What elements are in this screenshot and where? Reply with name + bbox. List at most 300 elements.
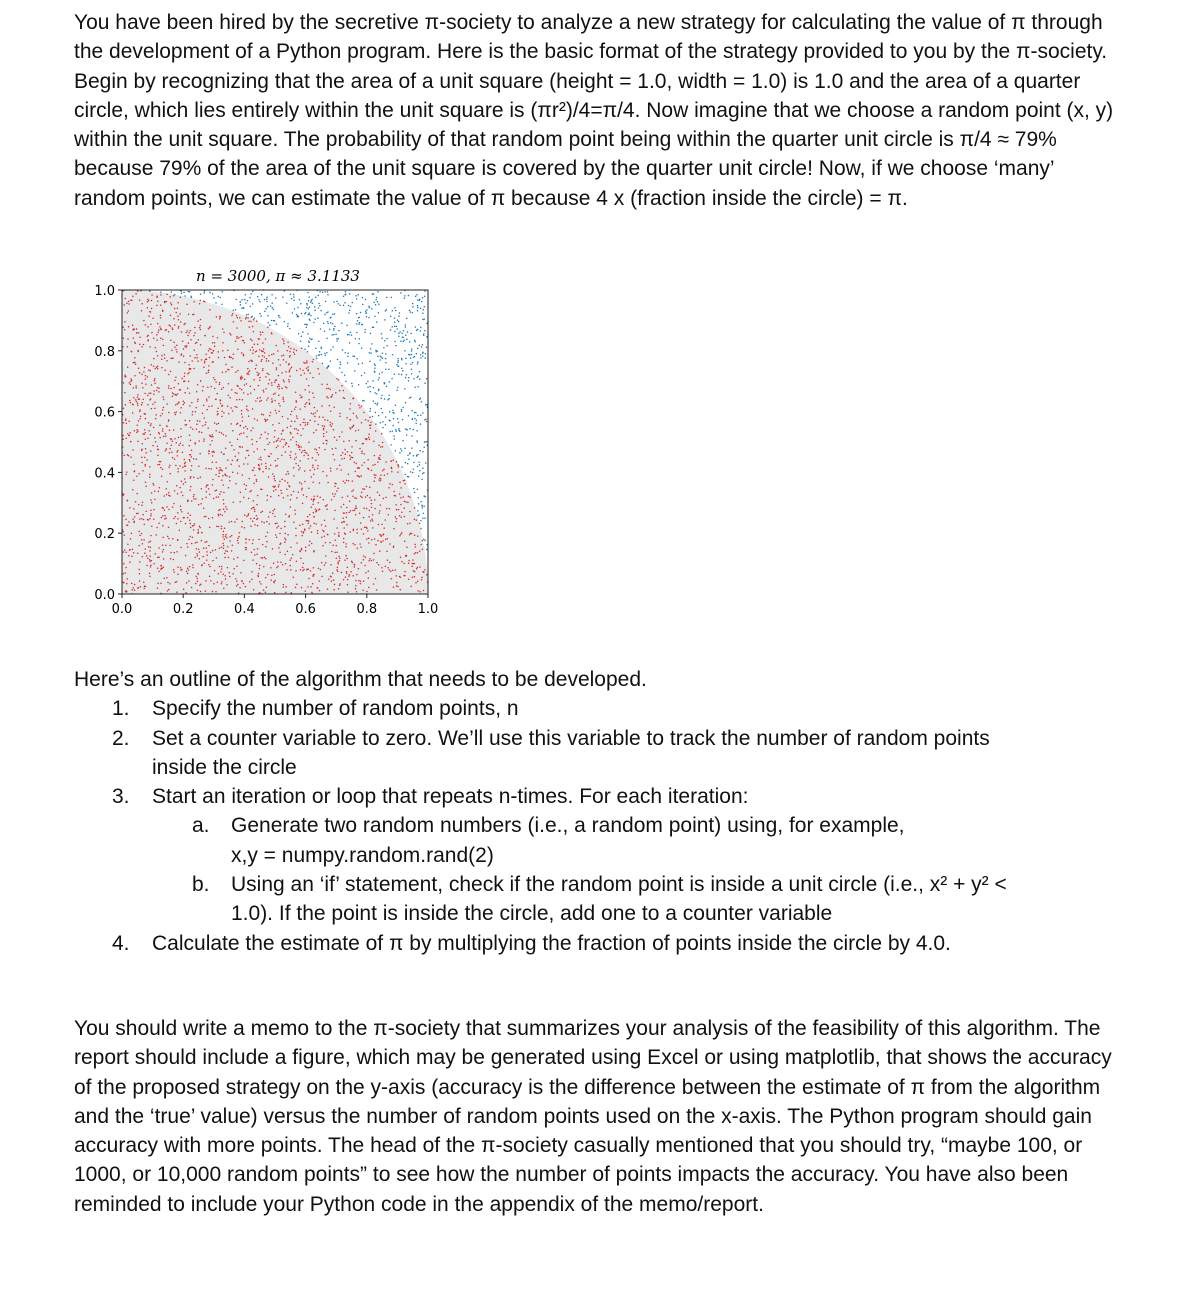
point-outside	[282, 296, 284, 298]
point-inside	[187, 499, 189, 501]
point-outside	[390, 315, 392, 317]
point-inside	[325, 542, 327, 544]
point-inside	[302, 428, 304, 430]
point-inside	[331, 551, 333, 553]
point-inside	[410, 586, 412, 588]
point-outside	[315, 297, 317, 299]
point-outside	[414, 418, 416, 420]
point-inside	[191, 543, 193, 545]
point-inside	[197, 398, 199, 400]
point-inside	[281, 438, 283, 440]
point-inside	[356, 591, 358, 593]
point-inside	[243, 355, 245, 357]
point-inside	[309, 372, 311, 374]
point-inside	[302, 562, 304, 564]
point-inside	[157, 567, 159, 569]
point-inside	[161, 329, 163, 331]
point-outside	[374, 392, 376, 394]
point-inside	[208, 372, 210, 374]
point-inside	[387, 538, 389, 540]
point-inside	[346, 512, 348, 514]
point-inside	[218, 470, 220, 472]
point-inside	[295, 535, 297, 537]
point-inside	[140, 586, 142, 588]
point-inside	[266, 399, 268, 401]
point-outside	[318, 307, 320, 309]
point-inside	[260, 512, 262, 514]
point-outside	[423, 447, 425, 449]
point-inside	[222, 543, 224, 545]
point-outside	[297, 315, 299, 317]
point-inside	[130, 378, 132, 380]
point-outside	[235, 309, 237, 311]
point-inside	[188, 342, 190, 344]
point-outside	[422, 451, 424, 453]
point-inside	[191, 450, 193, 452]
point-outside	[349, 342, 351, 344]
point-inside	[308, 487, 310, 489]
point-inside	[272, 510, 274, 512]
point-inside	[159, 326, 161, 328]
point-inside	[261, 413, 263, 415]
point-inside	[304, 528, 306, 530]
point-inside	[391, 578, 393, 580]
point-outside	[409, 309, 411, 311]
point-inside	[401, 561, 403, 563]
point-inside	[313, 474, 315, 476]
point-inside	[185, 347, 187, 349]
point-outside	[408, 377, 410, 379]
point-inside	[372, 527, 374, 529]
point-outside	[370, 391, 372, 393]
point-inside	[368, 577, 370, 579]
point-inside	[177, 539, 179, 541]
point-inside	[269, 379, 271, 381]
point-inside	[359, 407, 361, 409]
point-inside	[256, 350, 258, 352]
point-outside	[292, 312, 294, 314]
point-outside	[247, 300, 249, 302]
point-inside	[389, 508, 391, 510]
point-inside	[126, 583, 128, 585]
point-inside	[212, 560, 214, 562]
point-outside	[419, 450, 421, 452]
point-inside	[199, 421, 201, 423]
point-inside	[199, 453, 201, 455]
point-inside	[282, 398, 284, 400]
point-inside	[248, 371, 250, 373]
point-outside	[417, 305, 419, 307]
point-outside	[358, 343, 360, 345]
point-inside	[339, 415, 341, 417]
point-inside	[162, 338, 164, 340]
point-outside	[261, 294, 263, 296]
point-inside	[302, 450, 304, 452]
point-outside	[404, 350, 406, 352]
point-inside	[300, 375, 302, 377]
point-inside	[285, 513, 287, 515]
point-inside	[305, 403, 307, 405]
point-inside	[153, 484, 155, 486]
point-inside	[408, 560, 410, 562]
step-text-line: Using an ‘if’ statement, check if the random point is inside a unit circle (i.e., x² + y² <	[231, 873, 1007, 897]
point-outside	[352, 302, 354, 304]
point-inside	[324, 449, 326, 451]
point-inside	[149, 561, 151, 563]
point-inside	[252, 443, 254, 445]
point-inside	[150, 565, 152, 567]
point-inside	[223, 499, 225, 501]
point-inside	[284, 526, 286, 528]
point-inside	[334, 486, 336, 488]
point-outside	[411, 348, 413, 350]
point-inside	[215, 591, 217, 593]
point-inside	[356, 574, 358, 576]
point-outside	[394, 317, 396, 319]
point-inside	[226, 584, 228, 586]
point-inside	[150, 499, 152, 501]
point-inside	[175, 349, 177, 351]
point-outside	[246, 314, 248, 316]
point-inside	[305, 424, 307, 426]
point-outside	[397, 360, 399, 362]
point-inside	[157, 368, 159, 370]
point-inside	[233, 321, 235, 323]
point-outside	[355, 295, 357, 297]
point-outside	[368, 305, 370, 307]
point-inside	[281, 433, 283, 435]
point-inside	[231, 445, 233, 447]
point-inside	[219, 431, 221, 433]
point-outside	[250, 293, 252, 295]
point-inside	[184, 345, 186, 347]
point-inside	[412, 577, 414, 579]
point-inside	[330, 396, 332, 398]
point-inside	[287, 342, 289, 344]
point-inside	[132, 296, 134, 298]
point-inside	[225, 534, 227, 536]
point-inside	[291, 557, 293, 559]
point-inside	[253, 589, 255, 591]
point-inside	[250, 430, 252, 432]
point-inside	[283, 379, 285, 381]
point-inside	[199, 327, 201, 329]
point-inside	[315, 429, 317, 431]
point-inside	[336, 490, 338, 492]
point-inside	[172, 357, 174, 359]
point-inside	[237, 540, 239, 542]
point-inside	[408, 579, 410, 581]
point-inside	[212, 342, 214, 344]
point-inside	[223, 545, 225, 547]
point-outside	[309, 338, 311, 340]
point-inside	[393, 491, 395, 493]
point-outside	[394, 373, 396, 375]
point-inside	[252, 543, 254, 545]
point-inside	[281, 372, 283, 374]
point-inside	[417, 535, 419, 537]
point-outside	[385, 424, 387, 426]
point-outside	[188, 291, 190, 293]
point-inside	[190, 469, 192, 471]
point-outside	[395, 310, 397, 312]
point-inside	[238, 452, 240, 454]
point-inside	[274, 508, 276, 510]
point-inside	[341, 431, 343, 433]
point-inside	[352, 510, 354, 512]
point-outside	[203, 292, 205, 294]
point-inside	[305, 550, 307, 552]
point-outside	[415, 412, 417, 414]
point-inside	[253, 467, 255, 469]
point-outside	[396, 328, 398, 330]
point-inside	[298, 445, 300, 447]
point-outside	[411, 354, 413, 356]
point-outside	[421, 346, 423, 348]
point-inside	[270, 567, 272, 569]
point-inside	[363, 559, 365, 561]
point-inside	[191, 360, 193, 362]
point-inside	[414, 534, 416, 536]
point-inside	[348, 480, 350, 482]
point-inside	[417, 567, 419, 569]
point-inside	[339, 583, 341, 585]
point-outside	[333, 328, 335, 330]
point-inside	[227, 369, 229, 371]
point-inside	[273, 441, 275, 443]
point-inside	[222, 350, 224, 352]
point-outside	[376, 404, 378, 406]
point-outside	[414, 386, 416, 388]
point-inside	[358, 405, 360, 407]
point-inside	[169, 495, 171, 497]
point-outside	[334, 326, 336, 328]
point-inside	[336, 545, 338, 547]
point-inside	[246, 383, 248, 385]
point-inside	[324, 520, 326, 522]
point-inside	[369, 558, 371, 560]
point-outside	[306, 324, 308, 326]
point-inside	[343, 542, 345, 544]
point-inside	[180, 321, 182, 323]
point-outside	[382, 357, 384, 359]
chart-title: n = 3000, π ≈ 3.1133	[196, 267, 360, 285]
point-outside	[420, 501, 422, 503]
point-inside	[358, 580, 360, 582]
point-inside	[295, 570, 297, 572]
point-inside	[405, 501, 407, 503]
point-outside	[405, 334, 407, 336]
point-inside	[230, 463, 232, 465]
point-outside	[361, 324, 363, 326]
point-inside	[151, 308, 153, 310]
point-inside	[127, 544, 128, 546]
point-inside	[293, 522, 295, 524]
point-inside	[168, 509, 170, 511]
point-inside	[252, 559, 254, 561]
point-outside	[402, 419, 404, 421]
point-inside	[162, 551, 164, 553]
point-inside	[184, 463, 186, 465]
point-inside	[157, 583, 159, 585]
point-inside	[248, 361, 250, 363]
point-inside	[414, 544, 416, 546]
point-outside	[393, 418, 395, 420]
point-outside	[349, 293, 351, 295]
point-inside	[159, 425, 161, 427]
point-inside	[254, 418, 256, 420]
y-tick-label: 0.4	[94, 466, 115, 482]
point-outside	[412, 472, 414, 474]
point-outside	[259, 313, 261, 315]
point-outside	[417, 510, 419, 512]
point-inside	[176, 523, 178, 525]
point-inside	[352, 398, 354, 400]
point-inside	[154, 408, 156, 410]
point-outside	[423, 333, 425, 335]
point-inside	[361, 422, 363, 424]
point-outside	[338, 303, 340, 305]
point-inside	[195, 498, 197, 500]
point-inside	[298, 465, 300, 467]
point-inside	[229, 397, 231, 399]
point-inside	[216, 496, 218, 498]
point-inside	[321, 524, 323, 526]
point-outside	[388, 398, 390, 400]
point-inside	[309, 402, 311, 404]
point-inside	[196, 357, 198, 359]
point-outside	[276, 323, 278, 325]
point-inside	[249, 326, 251, 328]
point-inside	[344, 521, 346, 523]
point-outside	[310, 315, 312, 317]
point-inside	[194, 357, 196, 359]
point-inside	[402, 496, 404, 498]
point-inside	[194, 442, 196, 444]
point-inside	[193, 525, 195, 527]
point-inside	[306, 362, 308, 364]
point-inside	[134, 590, 136, 592]
point-inside	[193, 496, 195, 498]
point-inside	[275, 523, 277, 525]
point-inside	[364, 527, 366, 529]
point-inside	[221, 388, 223, 390]
point-outside	[410, 333, 412, 335]
point-outside	[257, 296, 259, 298]
point-outside	[421, 301, 423, 303]
point-outside	[215, 302, 217, 304]
point-inside	[265, 546, 267, 548]
point-outside	[273, 320, 275, 322]
point-outside	[346, 324, 348, 326]
point-inside	[366, 486, 368, 488]
point-inside	[293, 352, 295, 354]
point-inside	[363, 412, 365, 414]
point-inside	[216, 526, 218, 528]
point-inside	[130, 456, 132, 458]
point-outside	[258, 299, 260, 301]
point-outside	[378, 303, 380, 305]
point-inside	[281, 478, 283, 480]
point-outside	[363, 400, 365, 402]
point-inside	[150, 515, 152, 517]
point-inside	[235, 340, 237, 342]
point-inside	[228, 487, 230, 489]
point-inside	[287, 482, 289, 484]
point-inside	[125, 418, 127, 420]
point-inside	[221, 525, 223, 527]
point-inside	[160, 565, 162, 567]
point-inside	[296, 542, 298, 544]
point-inside	[200, 476, 202, 478]
point-inside	[290, 414, 292, 416]
point-inside	[160, 582, 162, 584]
point-inside	[346, 417, 348, 419]
point-outside	[336, 301, 338, 303]
point-inside	[149, 466, 151, 468]
point-inside	[134, 328, 136, 330]
point-inside	[256, 320, 258, 322]
point-inside	[352, 457, 354, 459]
point-outside	[423, 318, 425, 320]
point-inside	[378, 444, 380, 446]
point-inside	[209, 444, 211, 446]
point-inside	[307, 366, 309, 368]
point-inside	[289, 455, 291, 457]
point-inside	[216, 393, 218, 395]
point-inside	[259, 469, 261, 471]
point-inside	[147, 326, 149, 328]
point-outside	[374, 367, 376, 369]
point-inside	[237, 557, 239, 559]
point-inside	[328, 388, 330, 390]
point-outside	[387, 399, 389, 401]
point-outside	[395, 404, 397, 406]
point-inside	[274, 392, 276, 394]
point-outside	[308, 308, 310, 310]
x-tick-label: 0.2	[172, 602, 194, 617]
point-outside	[416, 353, 418, 355]
point-inside	[278, 394, 280, 396]
point-inside	[223, 587, 225, 589]
point-inside	[390, 460, 392, 462]
point-inside	[216, 467, 218, 469]
point-inside	[139, 299, 141, 301]
point-inside	[257, 495, 259, 497]
point-inside	[317, 468, 319, 470]
point-inside	[218, 513, 220, 515]
point-outside	[398, 373, 400, 375]
point-inside	[189, 519, 191, 521]
point-inside	[224, 538, 226, 540]
point-inside	[221, 568, 223, 570]
point-inside	[189, 489, 191, 491]
point-inside	[327, 482, 329, 484]
point-inside	[225, 475, 227, 477]
point-inside	[156, 351, 158, 353]
point-inside	[149, 573, 151, 575]
point-inside	[250, 392, 252, 394]
point-inside	[399, 576, 401, 578]
point-inside	[240, 378, 242, 380]
point-inside	[334, 459, 336, 461]
point-inside	[149, 550, 151, 552]
point-inside	[160, 461, 162, 463]
point-inside	[274, 436, 276, 438]
point-inside	[363, 517, 365, 519]
point-inside	[314, 469, 316, 471]
point-inside	[283, 359, 285, 361]
